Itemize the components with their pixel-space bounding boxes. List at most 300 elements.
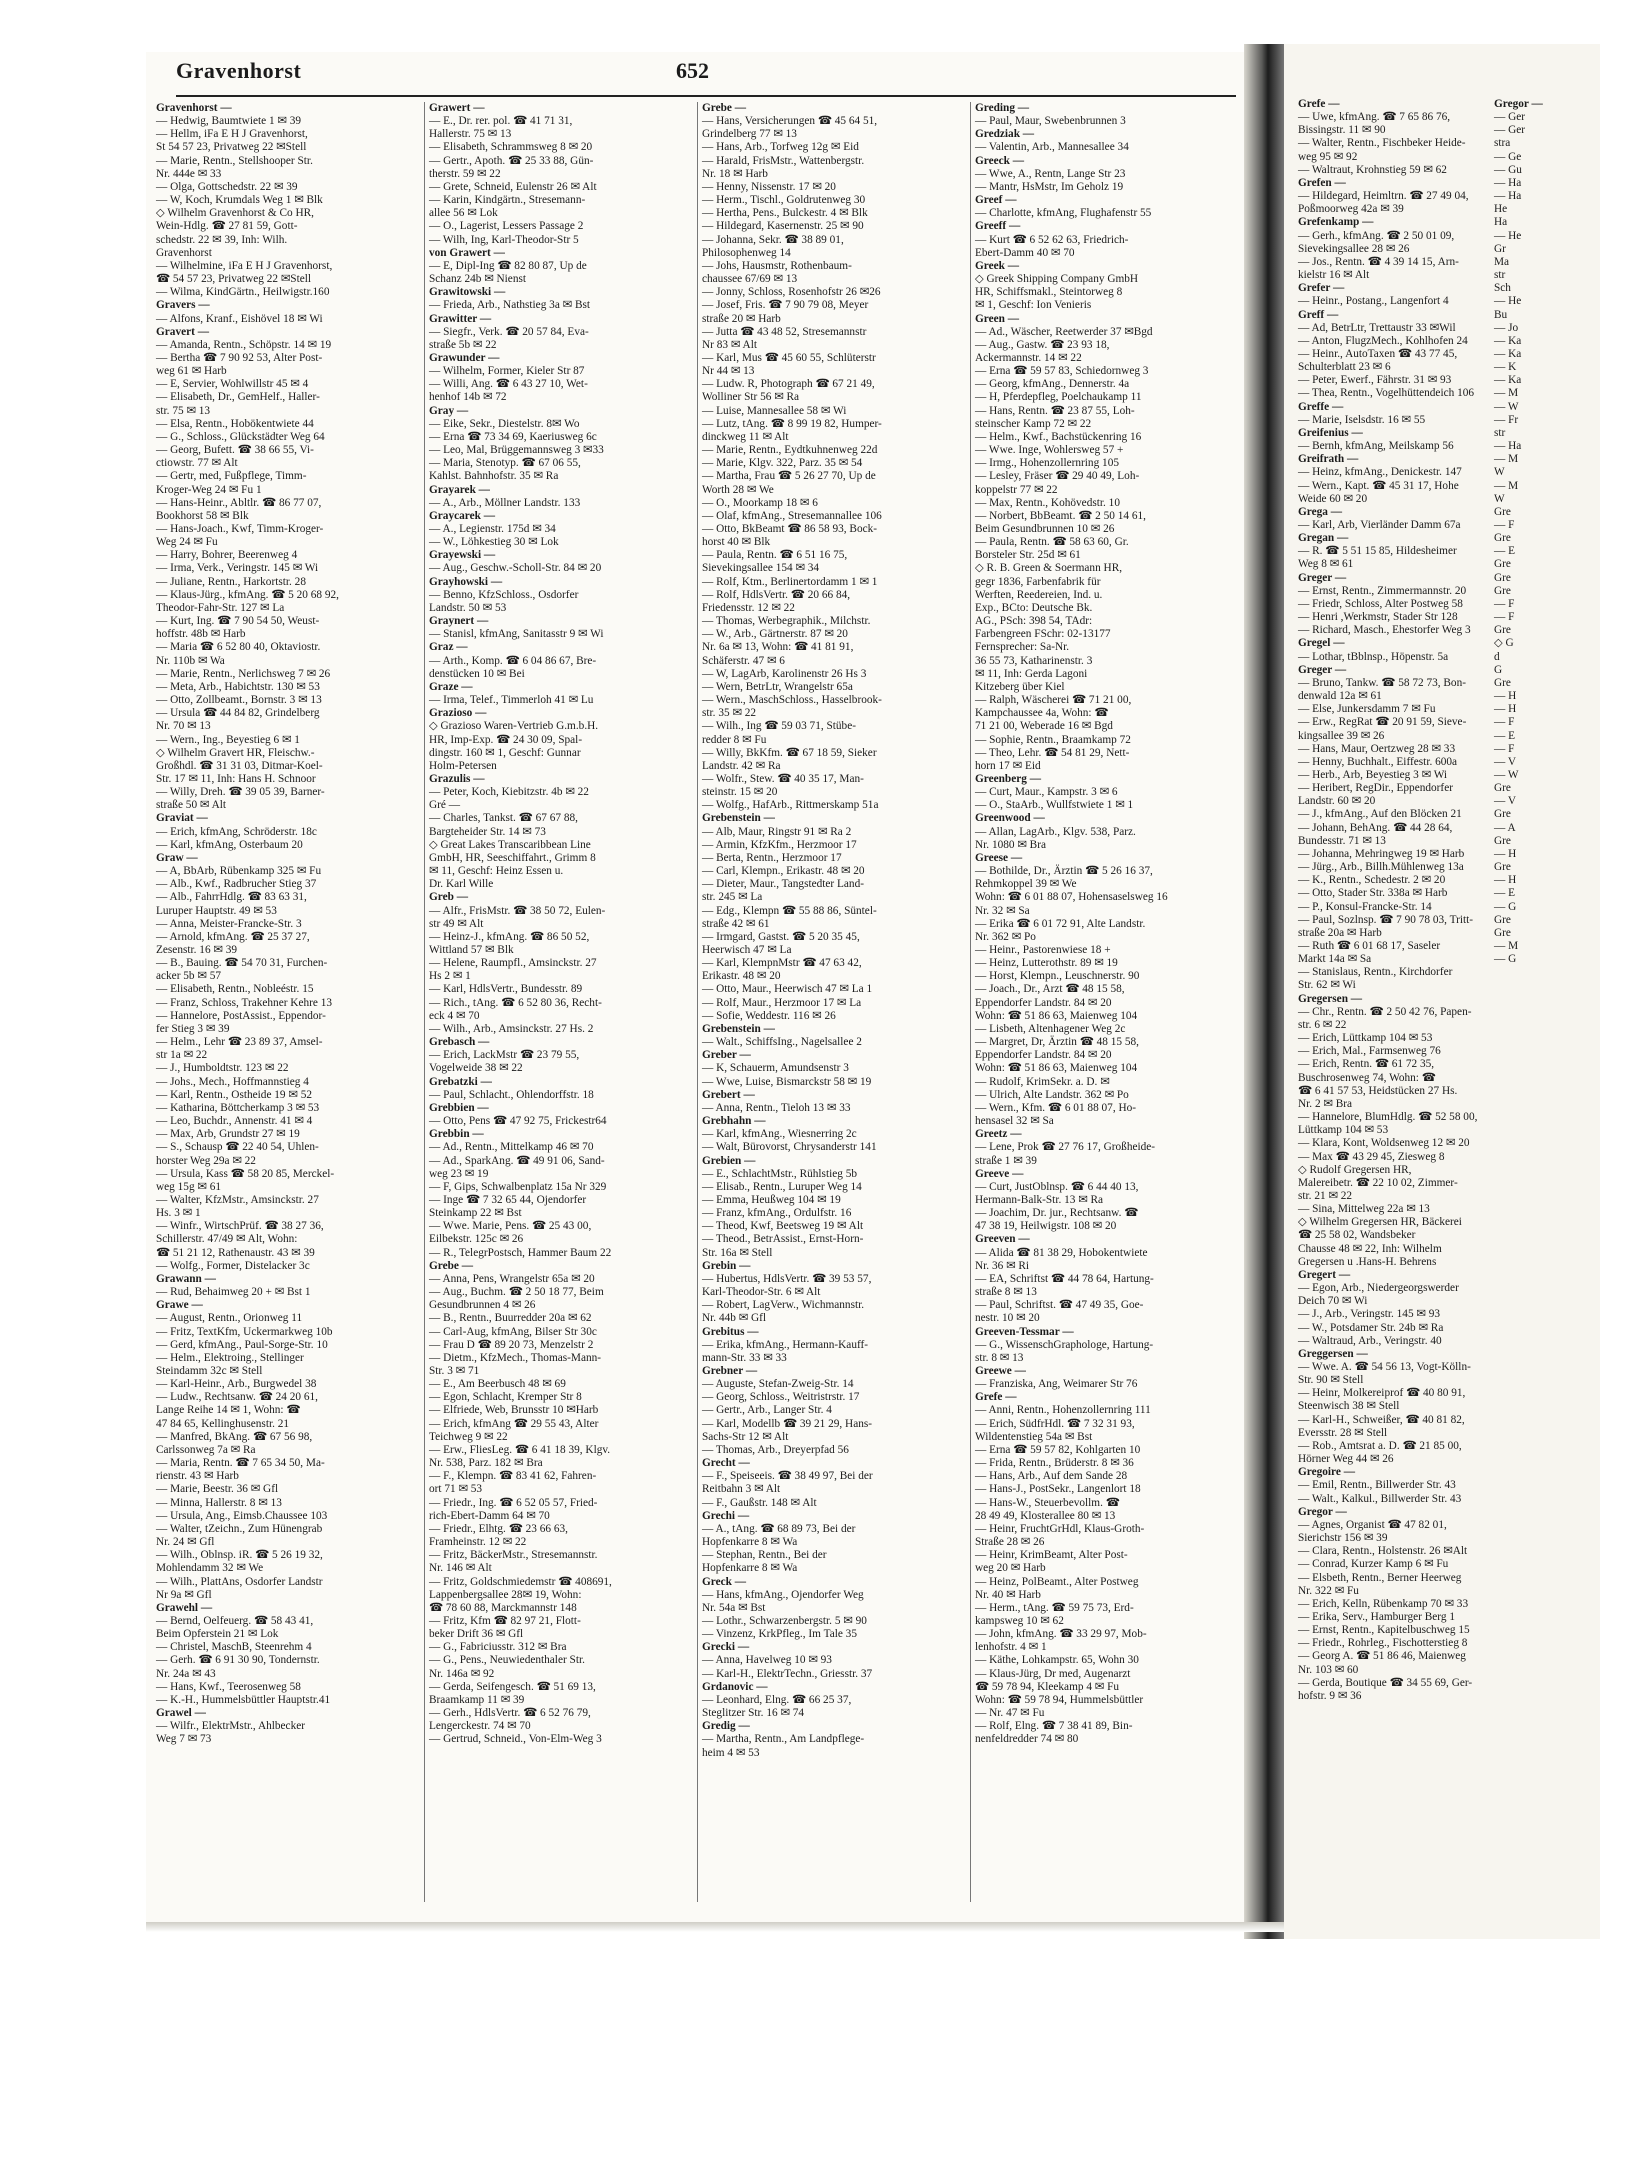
- directory-entry-line: Grebatzki —: [429, 1075, 492, 1088]
- directory-entry-line: — Siegfr., Verk. ☎ 20 57 84, Eva-: [429, 325, 589, 338]
- directory-entry-line: — Ha: [1494, 440, 1522, 453]
- directory-entry-line: — Marie, Klgv. 322, Parz. 35 ✉ 54: [702, 457, 863, 470]
- directory-entry-line: Grebe —: [702, 102, 747, 114]
- directory-entry-line: — Anna, Havelweg 10 ✉ 93: [702, 1654, 832, 1667]
- directory-entry-line: — E, Servier, Wohlwillstr 45 ✉ 4: [156, 378, 309, 391]
- directory-entry-line: ◇ Grazioso Waren-Vertrieb G.m.b.H.: [429, 720, 599, 733]
- directory-entry-line: — Karl-H., Schweißer, ☎ 40 81 82,: [1298, 1413, 1465, 1426]
- directory-entry-line: W: [1494, 466, 1505, 479]
- directory-entry-line: — Fritz, BäckerMstr., Stresemannstr.: [429, 1549, 598, 1562]
- directory-entry-line: Kahlst. Bahnhofstr. 35 ✉ Ra: [429, 470, 559, 483]
- directory-entry-line: — Edg., Klempn ☎ 55 88 86, Süntel-: [702, 904, 877, 917]
- directory-entry-line: Nr. 32 ✉ Sa: [975, 904, 1030, 917]
- directory-entry-line: — Johanna, Sekr. ☎ 38 89 01,: [702, 233, 844, 246]
- directory-entry-line: str. 6 ✉ 22: [1298, 1018, 1347, 1031]
- directory-entry-line: — August, Rentn., Orionweg 11: [156, 1312, 303, 1325]
- directory-entry-line: — Alb., Kwf., Radbrucher Stieg 37: [156, 878, 317, 891]
- directory-entry-line: Grefenkamp —: [1298, 216, 1374, 229]
- directory-entry-line: Gre: [1494, 808, 1511, 821]
- directory-entry-line: — Herb., Arb, Beyestieg 3 ✉ Wi: [1298, 768, 1448, 781]
- directory-entry-line: Greff —: [1298, 308, 1339, 321]
- directory-entry-line: Grawel —: [156, 1707, 206, 1720]
- directory-entry-line: — Hans, Arb., Torfweg 12g ✉ Eid: [702, 141, 859, 154]
- directory-entry-line: — Thea, Rentn., Vogelhüttendeich 106: [1298, 387, 1475, 400]
- directory-entry-line: Gregoire —: [1298, 1466, 1355, 1479]
- directory-entry-line: Greenberg —: [975, 772, 1041, 785]
- directory-entry-line: therstr. 59 ✉ 22: [429, 167, 501, 180]
- directory-entry-line: henhof 14b ✉ 72: [429, 391, 507, 404]
- directory-entry-line: — Rudolf, KrimSekr. a. D. ✉: [975, 1075, 1110, 1088]
- directory-entry-line: Landstr. 50 ✉ 53: [429, 601, 507, 614]
- directory-entry-line: Mohlendamm 32 ✉ We: [156, 1562, 264, 1575]
- directory-entry-line: Str. 62 ✉ Wi: [1298, 979, 1356, 992]
- directory-entry-line: d: [1494, 650, 1500, 663]
- directory-entry-line: — Hans-Joach., Kwf, Timm-Kroger-: [156, 523, 324, 535]
- directory-entry-line: Gregor —: [1298, 1505, 1347, 1518]
- directory-entry-line: Gravers —: [156, 299, 210, 312]
- directory-entry-line: — Johs, Hausmstr, Rothenbaum-: [702, 259, 852, 272]
- directory-entry-line: Graycarek —: [429, 509, 495, 522]
- running-head: Gravenhorst: [176, 58, 302, 83]
- directory-entry-line: Gré —: [429, 799, 461, 812]
- directory-entry-line: gegr 1836, Farbenfabrik für: [975, 575, 1101, 588]
- directory-entry-line: beker Drift 36 ✉ Gfl: [429, 1628, 524, 1641]
- directory-entry-line: — Ursula ☎ 44 84 82, Grindelberg: [156, 707, 320, 720]
- directory-entry-line: — Wern., Ing., Beyestieg 6 ✉ 1: [156, 733, 300, 746]
- directory-entry-line: — Hans-W., Steuerbevollm. ☎: [975, 1496, 1120, 1509]
- directory-entry-line: — Heinr., AutoTaxen ☎ 43 77 45,: [1298, 347, 1458, 360]
- directory-entry-line: — Wolfr., Stew. ☎ 40 35 17, Man-: [702, 772, 864, 785]
- directory-entry-line: — Wilh., Ing ☎ 59 03 71, Stübe-: [702, 720, 856, 733]
- directory-entry-line: Grebbien —: [429, 1101, 489, 1114]
- directory-entry-line: — Kurt, Ing. ☎ 7 90 54 50, Weust-: [156, 615, 320, 628]
- directory-entry-line: — E., Am Beerbusch 48 ✉ 69: [429, 1378, 566, 1391]
- directory-entry-line: Gre: [1494, 834, 1511, 847]
- directory-entry-line: Hermann-Balk-Str. 13 ✉ Ra: [975, 1193, 1104, 1206]
- directory-entry-line: Greb —: [429, 891, 469, 904]
- directory-entry-line: Zesenstr. 16 ✉ 39: [156, 944, 238, 956]
- directory-entry-line: — Peter, Ewerf., Fährstr. 31 ✉ 93: [1298, 374, 1452, 387]
- directory-entry-line: He: [1494, 203, 1508, 216]
- directory-entry-line: — G., WissenschGraphologe, Hartung-: [975, 1338, 1154, 1351]
- directory-entry-line: — Martha, Rentn., Am Landpflege-: [702, 1733, 865, 1746]
- directory-entry-line: — Else, Junkersdamm 7 ✉ Fu: [1298, 703, 1436, 716]
- directory-entry-line: — Lisbeth, Altenhagener Weg 2c: [975, 1022, 1126, 1035]
- directory-entry-line: Bookhorst 58 ✉ Blk: [156, 509, 249, 522]
- directory-entry-line: — Rolf, Maur., Herzmoor 17 ✉ La: [702, 996, 862, 1009]
- directory-entry-line: rich-Ebert-Damm 64 ✉ 70: [429, 1509, 550, 1522]
- directory-entry-line: — Erich, LackMstr ☎ 23 79 55,: [429, 1049, 580, 1062]
- directory-entry-line: — Anna, Rentn., Tieloh 13 ✉ 33: [702, 1101, 851, 1114]
- directory-entry-line: — Fr: [1494, 413, 1519, 426]
- directory-entry-line: Nr. 70 ✉ 13: [156, 720, 211, 733]
- directory-entry-line: — R. ☎ 5 51 15 85, Hildesheimer: [1298, 545, 1457, 558]
- directory-entry-line: HR, Schiffsmakl., Steintorweg 8: [975, 286, 1123, 299]
- right-page: [1284, 44, 1600, 1939]
- directory-entry-line: — Josef, Fris. ☎ 7 90 79 08, Meyer: [702, 299, 869, 312]
- directory-entry-line: redder 8 ✉ Fu: [702, 733, 767, 746]
- directory-entry-line: straße 42 ✉ 61: [702, 917, 770, 930]
- directory-entry-line: Grayhowski —: [429, 575, 503, 588]
- directory-entry-line: — Franz, Schloss, Trakehner Kehre 13: [156, 996, 333, 1009]
- directory-entry-line: — G., Pens., Neuwiedenthaler Str.: [429, 1654, 585, 1667]
- directory-entry-line: — Frau D ☎ 89 20 73, Menzelstr 2: [429, 1338, 594, 1351]
- directory-entry-line: Graze —: [429, 680, 473, 693]
- directory-entry-line: Grebbin —: [429, 1128, 484, 1141]
- directory-entry-line: — H: [1494, 874, 1517, 887]
- directory-entry-line: Teichweg 9 ✉ 22: [429, 1430, 508, 1443]
- directory-entry-line: — Wern., MaschSchloss., Hasselbrook-: [702, 694, 882, 707]
- directory-entry-line: Dr. Karl Wille: [429, 878, 494, 891]
- directory-entry-line: — Ralph, Wäscherei ☎ 71 21 00,: [975, 694, 1132, 707]
- directory-entry-line: — Rolf, Elng. ☎ 7 38 41 89, Bin-: [975, 1720, 1133, 1733]
- directory-entry-line: — Karl-Heinr., Arb., Burgwedel 38: [156, 1378, 317, 1391]
- directory-entry-line: — Walter, KfzMstr., Amsinckstr. 27: [156, 1193, 319, 1206]
- directory-entry-line: — Walter, tZeichn., Zum Hünengrab: [156, 1522, 323, 1535]
- directory-entry-line: — G., Schloss., Glückstädter Weg 64: [156, 430, 325, 443]
- book-gutter: [1244, 44, 1284, 1939]
- directory-entry-line: str. 75 ✉ 13: [156, 404, 211, 417]
- directory-entry-line: — A., Arb., Möllner Landstr. 133: [429, 496, 581, 509]
- directory-entry-line: — Klaus-Jürg., kfmAng. ☎ 5 20 68 92,: [156, 588, 339, 601]
- directory-entry-line: Grebien —: [702, 1154, 756, 1167]
- directory-entry-line: Nr. 36 ✉ Ri: [975, 1259, 1030, 1272]
- directory-entry-line: Markt 14a ✉ Sa: [1298, 953, 1372, 966]
- directory-entry-line: — Elisab., Rentn., Luruper Weg 14: [702, 1180, 862, 1193]
- directory-entry-line: Gregan —: [1298, 532, 1349, 545]
- directory-entry-line: — Curt, JustOblnsp. ☎ 6 44 40 13,: [975, 1180, 1139, 1193]
- directory-entry-line: Gre: [1494, 782, 1511, 795]
- directory-entry-line: — Marie, Rentn., Nerlichsweg 7 ✉ 26: [156, 667, 331, 680]
- directory-entry-line: 47 84 65, Kellinghusenstr. 21: [156, 1417, 290, 1430]
- directory-entry-line: Karl-Theodor-Str. 6 ✉ Alt: [702, 1286, 821, 1299]
- directory-entry-line: — Theo, Lehr. ☎ 54 81 29, Nett-: [975, 746, 1130, 759]
- directory-entry-line: Sierichstr 156 ✉ 39: [1298, 1532, 1388, 1545]
- directory-entry-line: Hopfenkarre 8 ✉ Wa: [702, 1536, 798, 1549]
- directory-entry-line: Str. 90 ✉ Stell: [1298, 1374, 1364, 1387]
- directory-entry-line: Greber —: [702, 1049, 751, 1062]
- directory-entry-line: Poßmoorweg 42a ✉ 39: [1298, 203, 1404, 216]
- directory-entry-line: — Alida ☎ 81 38 29, Hobokentwiete: [975, 1246, 1148, 1259]
- directory-entry-line: Green —: [975, 312, 1020, 325]
- directory-entry-line: Gre: [1494, 558, 1511, 571]
- directory-entry-line: Ackermannstr. 14 ✉ 22: [975, 351, 1082, 364]
- directory-entry-line: — O., StaArb., Wullfstwiete 1 ✉ 1: [975, 799, 1134, 812]
- directory-entry-line: Greifrath —: [1298, 453, 1359, 466]
- directory-entry-line: ☎ 6 41 57 53, Heidstücken 27 Hs.: [1298, 1084, 1458, 1097]
- directory-entry-line: — Heinr., Pastorenwiese 18 +: [975, 944, 1111, 956]
- directory-entry-line: — Olga, Gottschedstr. 22 ✉ 39: [156, 180, 298, 193]
- directory-entry-line: Ma: [1494, 255, 1510, 268]
- directory-entry-line: — Ludw., Rechtsanw. ☎ 24 20 61,: [156, 1391, 318, 1404]
- directory-entry-line: — Wwe. A. ☎ 54 56 13, Vogt-Kölln-: [1298, 1361, 1471, 1373]
- directory-entry-line: Nr. 24 ✉ Gfl: [156, 1536, 215, 1549]
- directory-entry-line: — Anton, FlugzMech., Kohlhofen 24: [1298, 334, 1468, 347]
- directory-entry-line: — Karl-H., ElektrTechn., Griesstr. 37: [702, 1667, 873, 1680]
- directory-entry-line: — W, Koch, Krumdals Weg 1 ✉ Blk: [156, 194, 323, 207]
- directory-entry-line: Sch: [1494, 282, 1511, 295]
- directory-entry-line: ☎ 78 60 88, Marckmannstr 148: [429, 1601, 577, 1614]
- directory-entry-line: — Joach., Dr., Arzt ☎ 48 15 58,: [975, 983, 1125, 996]
- directory-entry-line: — Fritz, TextKfm, Uckermarkweg 10b: [156, 1325, 333, 1338]
- directory-entry-line: — Heinr, KrimBeamt, Alter Post-: [975, 1549, 1128, 1562]
- directory-entry-line: — Wwe, A., Rentn, Lange Str 23: [975, 167, 1126, 180]
- directory-entry-line: — Ernst, Rentn., Zimmermannstr. 20: [1298, 584, 1467, 597]
- directory-entry-line: — Hans-Heinr., Abltlr. ☎ 86 77 07,: [156, 496, 322, 509]
- directory-entry-line: Gregersen —: [1298, 992, 1363, 1005]
- directory-entry-line: straße 50 ✉ Alt: [156, 799, 227, 812]
- directory-entry-line: Greewe —: [975, 1365, 1026, 1377]
- directory-entry-line: — Heinr, Molkereiprof ☎ 40 80 91,: [1298, 1387, 1466, 1400]
- directory-entry-line: — Gertr, med, Fußpflege, Timm-: [156, 470, 307, 483]
- directory-entry-line: — Ge: [1494, 150, 1522, 163]
- directory-entry-line: — Wilma, KindGärtn., Heilwigstr.160: [156, 286, 330, 299]
- directory-entry-line: — Waltraut, Krohnstieg 59 ✉ 62: [1298, 163, 1447, 176]
- directory-entry-line: — Paul, Maur, Swebenbrunnen 3: [975, 115, 1126, 128]
- directory-entry-line: — Hans, Kwf., Teerosenweg 58: [156, 1680, 301, 1693]
- directory-entry-line: — Christel, MaschB, Steenrehm 4: [156, 1641, 312, 1654]
- directory-entry-line: Chausse 48 ✉ 22, Inh: Wilhelm: [1298, 1242, 1442, 1255]
- directory-entry-line: — Käthe, Lohkampstr. 65, Wohn 30: [975, 1654, 1139, 1667]
- directory-entry-line: — Friedr., Elhtg. ☎ 23 66 63,: [429, 1522, 568, 1535]
- directory-entry-line: — Leo, Mal, Brüggemannsweg 3 ✉33: [429, 444, 604, 457]
- directory-entry-line: Framheinstr. 12 ✉ 22: [429, 1536, 527, 1549]
- directory-entry-line: Eilbekstr. 125c ✉ 26: [429, 1233, 524, 1246]
- directory-entry-line: — Mantr, HsMstr, Im Geholz 19: [975, 180, 1124, 193]
- directory-entry-line: Gredziak —: [975, 128, 1035, 141]
- directory-entry-line: G: [1494, 663, 1503, 676]
- page-edge: [146, 1922, 1284, 1932]
- directory-entry-line: Grebenstein —: [702, 1022, 775, 1035]
- directory-entry-line: Bissingstr. 11 ✉ 90: [1298, 124, 1386, 137]
- directory-entry-line: ◇ Rudolf Gregersen HR,: [1298, 1163, 1412, 1176]
- directory-entry-line: — Gertr., Arb., Langer Str. 4: [702, 1404, 832, 1417]
- directory-entry-line: kielstr 16 ✉ Alt: [1298, 269, 1370, 282]
- directory-entry-line: — Carl, Klempn., Erikastr. 48 ✉ 20: [702, 865, 865, 878]
- directory-entry-line: Grebert —: [702, 1088, 755, 1101]
- directory-entry-line: — Hildegard, Heimltrn. ☎ 27 49 04,: [1298, 190, 1469, 203]
- directory-entry-line: steinstr. 15 ✉ 20: [702, 786, 778, 799]
- directory-entry-line: — K: [1494, 361, 1517, 374]
- directory-entry-line: — Alfr., FrisMstr. ☎ 38 50 72, Eulen-: [429, 904, 606, 917]
- directory-entry-line: Nr. 538, Parz. 182 ✉ Bra: [429, 1457, 543, 1470]
- directory-entry-line: Bargteheider Str. 14 ✉ 73: [429, 825, 546, 838]
- directory-entry-line: Grebasch —: [429, 1036, 490, 1049]
- directory-entry-line: Grebe —: [429, 1259, 474, 1272]
- directory-entry-line: Gesundbrunnen 4 ✉ 26: [429, 1299, 536, 1312]
- directory-entry-line: — W., Löhkestieg 30 ✉ Lok: [429, 536, 559, 549]
- directory-entry-line: — Helm., Elektroing., Stellinger: [156, 1351, 304, 1364]
- directory-entry-line: — Herm., tAng. ☎ 59 75 73, Erd-: [975, 1601, 1134, 1614]
- directory-entry-line: — K., Rentn., Schedestr. 2 ✉ 20: [1298, 874, 1446, 887]
- directory-entry-line: — Hans, kfmAng., Ojendorfer Weg: [702, 1588, 864, 1601]
- directory-entry-line: denwald 12a ✉ 61: [1298, 690, 1382, 703]
- directory-entry-line: — Rolf, Ktm., Berlinertordamm 1 ✉ 1: [702, 575, 878, 588]
- directory-entry-line: — Friedr, Schloss, Alter Postweg 58: [1298, 597, 1463, 610]
- directory-entry-line: — Gerda, Seifengesch. ☎ 51 69 13,: [429, 1680, 596, 1693]
- directory-entry-line: Gredig —: [702, 1720, 750, 1733]
- directory-entry-line: — Grete, Schneid, Eulenstr 26 ✉ Alt: [429, 180, 597, 193]
- directory-entry-line: Gre: [1494, 913, 1511, 926]
- directory-entry-line: ◇ Great Lakes Transcaribbean Line: [429, 838, 591, 851]
- directory-entry-line: Grefen —: [1298, 176, 1346, 189]
- directory-entry-line: Schillerstr. 47/49 ✉ Alt, Wohn:: [156, 1233, 298, 1246]
- directory-entry-line: Steinkamp 22 ✉ Bst: [429, 1207, 522, 1220]
- directory-entry-line: — B., Bauing. ☎ 54 70 31, Furchen-: [156, 957, 328, 970]
- directory-entry-line: — Maria, Stenotyp. ☎ 67 06 55,: [429, 457, 581, 470]
- directory-entry-line: — Amanda, Rentn., Schöpstr. 14 ✉ 19: [156, 338, 332, 351]
- directory-entry-line: — Arnold, kfmAng. ☎ 25 37 27,: [156, 930, 310, 943]
- directory-entry-line: Grazulis —: [429, 772, 485, 785]
- directory-entry-line: Sievekingsallee 28 ✉ 26: [1298, 242, 1410, 255]
- directory-entry-line: Gregel —: [1298, 637, 1345, 650]
- directory-entry-line: — Wwe. Marie, Pens. ☎ 25 43 00,: [429, 1220, 592, 1233]
- directory-entry-line: Greetz —: [975, 1128, 1022, 1141]
- directory-entry-line: Grindelberg 77 ✉ 13: [702, 128, 797, 141]
- directory-entry-line: — Heinr, FruchtGrHdl, Klaus-Groth-: [975, 1522, 1145, 1535]
- directory-entry-line: Reitbahn 3 ✉ Alt: [702, 1483, 781, 1496]
- directory-entry-line: — Erich, Kelln, Rübenkamp 70 ✉ 33: [1298, 1597, 1469, 1610]
- directory-entry-line: lenhofstr. 4 ✉ 1: [975, 1641, 1047, 1654]
- directory-entry-line: Vogelweide 38 ✉ 22: [429, 1062, 523, 1075]
- directory-entry-line: — Rich., tAng. ☎ 6 52 80 36, Recht-: [429, 996, 602, 1009]
- directory-entry-line: — Lothr., Schwarzenbergstr. 5 ✉ 90: [702, 1614, 867, 1627]
- directory-entry-line: — Egon, Arb., Niedergeorgswerder: [1298, 1282, 1459, 1295]
- directory-entry-line: — Wern., Kapt. ☎ 45 31 17, Hohe: [1298, 479, 1459, 492]
- directory-entry-line: — Sofie, Weddestr. 116 ✉ 26: [702, 1009, 836, 1022]
- directory-entry-line: — Theod, Kwf, Beetsweg 19 ✉ Alt: [702, 1220, 864, 1233]
- directory-entry-line: — F: [1494, 519, 1515, 531]
- directory-entry-line: — Elsa, Rentn., Hobökentwiete 44: [156, 417, 314, 430]
- directory-entry-line: — Kurt ☎ 6 52 62 63, Friedrich-: [975, 233, 1129, 246]
- header-rule: [176, 95, 1236, 97]
- directory-entry-line: Gre: [1494, 584, 1511, 597]
- directory-entry-line: — Jürg., Arb., Billh.Mühlenweg 13a: [1298, 861, 1464, 874]
- directory-entry-line: — Erika ☎ 6 01 72 91, Alte Landstr.: [975, 917, 1146, 930]
- directory-entry-line: — Winfr., WirtschPrüf. ☎ 38 27 36,: [156, 1220, 324, 1233]
- directory-entry-line: — Wilh., Arb., Amsinckstr. 27 Hs. 2: [429, 1022, 594, 1035]
- directory-entry-line: — Stanisl, kfmAng, Sanitasstr 9 ✉ Wi: [429, 628, 604, 641]
- directory-entry-line: str. 21 ✉ 22: [1298, 1189, 1353, 1202]
- directory-entry-line: — Franz, kfmAng., Ordulfstr. 16: [702, 1207, 852, 1220]
- directory-entry-line: — Jutta ☎ 43 48 52, Stresemannstr: [702, 325, 867, 338]
- directory-entry-line: Buschrosenweg 74, Wohn: ☎: [1298, 1071, 1436, 1084]
- directory-entry-line: — Hellm, iFa E H J Gravenhorst,: [156, 128, 308, 141]
- directory-entry-line: — Leonhard, Elng. ☎ 66 25 37,: [702, 1693, 852, 1706]
- page-number: 652: [676, 58, 709, 83]
- directory-entry-line: straße 1 ✉ 39: [975, 1154, 1037, 1167]
- directory-entry-line: — E: [1494, 887, 1516, 900]
- directory-entry-line: — Max, Arb, Grundstr 27 ✉ 19: [156, 1128, 300, 1141]
- directory-entry-line: — Hannelore, PostAssist., Eppendor-: [156, 1009, 326, 1022]
- directory-entry-line: — Heinz, PolBeamt., Alter Postweg: [975, 1575, 1139, 1588]
- directory-entry-line: — Wolfg., HafArb., Rittmerskamp 51a: [702, 799, 879, 812]
- directory-entry-line: — Karl, Mus ☎ 45 60 55, Schlüterstr: [702, 351, 876, 364]
- directory-entry-line: Gregert —: [1298, 1268, 1351, 1281]
- directory-entry-line: Greef —: [975, 194, 1017, 207]
- directory-entry-line: — Alb, Maur, Ringstr 91 ✉ Ra 2: [702, 825, 852, 838]
- directory-entry-line: dingstr. 160 ✉ 1, Geschf: Gunnar: [429, 746, 581, 759]
- directory-entry-line: — Luise, Mannesallee 58 ✉ Wi: [702, 404, 847, 417]
- directory-entry-line: — Georg, kfmAng., Dennerstr. 4a: [975, 378, 1130, 391]
- directory-entry-line: Gre: [1494, 571, 1511, 584]
- directory-entry-line: Nr. 6a ✉ 13, Wohn: ☎ 41 81 91,: [702, 641, 854, 654]
- directory-entry-line: straße 20 ✉ Harb: [702, 312, 781, 325]
- directory-entry-line: Steglitzer Str. 16 ✉ 74: [702, 1707, 805, 1720]
- directory-entry-line: — Charlotte, kfmAng, Flughafenstr 55: [975, 207, 1152, 220]
- directory-entry-line: Wittland 57 ✉ Blk: [429, 944, 514, 956]
- directory-entry-line: — Harry, Bohrer, Beerenweg 4: [156, 549, 298, 562]
- directory-entry-line: — F, Gips, Schwalbenplatz 15a Nr 329: [429, 1180, 607, 1193]
- directory-entry-line: Greeven —: [975, 1233, 1030, 1246]
- directory-entry-line: Graw —: [156, 851, 198, 864]
- directory-entry-line: — W., Potsdamer Str. 24b ✉ Ra: [1298, 1321, 1444, 1334]
- directory-entry-line: str: [1494, 426, 1506, 439]
- directory-entry-line: — Erich, Mal., Farmsenweg 76: [1298, 1045, 1441, 1058]
- directory-column-2: [429, 102, 689, 1912]
- directory-entry-line: — Charles, Tankst. ☎ 67 67 88,: [429, 812, 578, 825]
- directory-entry-line: — Hans-J., PostSekr., Langenlort 18: [975, 1483, 1141, 1496]
- directory-entry-line: Exp., BCto: Deutsche Bk.: [975, 601, 1093, 614]
- directory-entry-line: Greger —: [1298, 571, 1347, 584]
- directory-entry-line: — Willy, BkKfm. ☎ 67 18 59, Sieker: [702, 746, 877, 759]
- directory-entry-line: str: [1494, 269, 1506, 282]
- directory-entry-line: Wohn: ☎ 51 86 63, Maienweg 104: [975, 1009, 1138, 1022]
- directory-entry-line: Nr. 1080 ✉ Bra: [975, 838, 1046, 851]
- directory-entry-line: — Eike, Sekr., Diestelstr. 8✉ Wo: [429, 417, 580, 430]
- directory-entry-line: — Georg A. ☎ 51 86 46, Maienweg: [1298, 1650, 1466, 1663]
- directory-entry-line: — Erich, SüdfrHdl. ☎ 7 32 31 93,: [975, 1417, 1135, 1430]
- directory-entry-line: — G., Fabriciusstr. 312 ✉ Bra: [429, 1641, 567, 1654]
- directory-entry-line: Grega —: [1298, 505, 1343, 518]
- directory-entry-line: — Erna ☎ 59 57 82, Kohlgarten 10: [975, 1443, 1141, 1456]
- directory-entry-line: Landstr. 60 ✉ 20: [1298, 795, 1376, 808]
- directory-entry-line: — Inge ☎ 7 32 65 44, Ojendorfer: [429, 1193, 587, 1206]
- directory-entry-line: Heerwisch 47 ✉ La: [702, 944, 792, 956]
- directory-entry-line: Grebner —: [702, 1365, 758, 1377]
- directory-entry-line: — A, BbArb, Rübenkamp 325 ✉ Fu: [156, 865, 322, 878]
- directory-entry-line: horn 17 ✉ Eid: [975, 759, 1041, 772]
- directory-entry-line: — Anni, Rentn., Hohenzollernring 111: [975, 1404, 1151, 1417]
- directory-entry-line: Grawehl —: [156, 1601, 213, 1614]
- directory-entry-line: Gre: [1494, 624, 1511, 637]
- directory-entry-line: — Stephan, Rentn., Bei der: [702, 1549, 827, 1562]
- directory-entry-line: — Aug., Buchm. ☎ 2 50 18 77, Beim: [429, 1286, 604, 1299]
- directory-entry-line: — Karl, HdlsVertr., Bundesstr. 89: [429, 983, 583, 996]
- directory-entry-line: kampsweg 10 ✉ 62: [975, 1614, 1064, 1627]
- directory-entry-line: — Hans, Arb., Auf dem Sande 28: [975, 1470, 1128, 1483]
- directory-entry-line: ☎ 54 57 23, Privatweg 22 ✉Stell: [156, 273, 312, 286]
- directory-entry-line: — Walt, Bürovorst, Chrysanderstr 141: [702, 1141, 877, 1154]
- directory-entry-line: — Rolf, HdlsVertr. ☎ 20 66 84,: [702, 588, 851, 601]
- directory-entry-line: — Hans, Maur, Oertzweg 28 ✉ 33: [1298, 742, 1456, 755]
- directory-entry-line: — M: [1494, 479, 1519, 492]
- directory-entry-line: — Klara, Kont, Woldsenweg 12 ✉ 20: [1298, 1137, 1470, 1150]
- directory-entry-line: — Karl, kfmAng, Osterbaum 20: [156, 838, 303, 851]
- directory-entry-line: — Heinr., Postang., Langenfort 4: [1298, 295, 1449, 308]
- directory-entry-line: Nr. 322 ✉ Fu: [1298, 1584, 1359, 1597]
- directory-entry-line: Nr 83 ✉ Alt: [702, 338, 757, 351]
- directory-entry-line: Graz —: [429, 641, 468, 654]
- directory-entry-line: kingsallee 39 ✉ 26: [1298, 729, 1385, 742]
- directory-entry-line: Sievekingsallee 154 ✉ 34: [702, 562, 820, 575]
- directory-entry-line: — Wilh., PlattAns, Osdorfer Landstr: [156, 1575, 323, 1588]
- directory-entry-line: — E, Dipl-Ing ☎ 82 80 87, Up de: [429, 259, 587, 272]
- directory-entry-line: Greeck —: [975, 154, 1025, 167]
- directory-entry-line: — A., tAng. ☎ 68 89 73, Bei der: [702, 1522, 856, 1535]
- directory-entry-line: — Max, Rentn., Kohövedstr. 10: [975, 496, 1120, 509]
- directory-entry-line: Großhdl. ☎ 31 31 03, Ditmar-Koel-: [156, 759, 323, 772]
